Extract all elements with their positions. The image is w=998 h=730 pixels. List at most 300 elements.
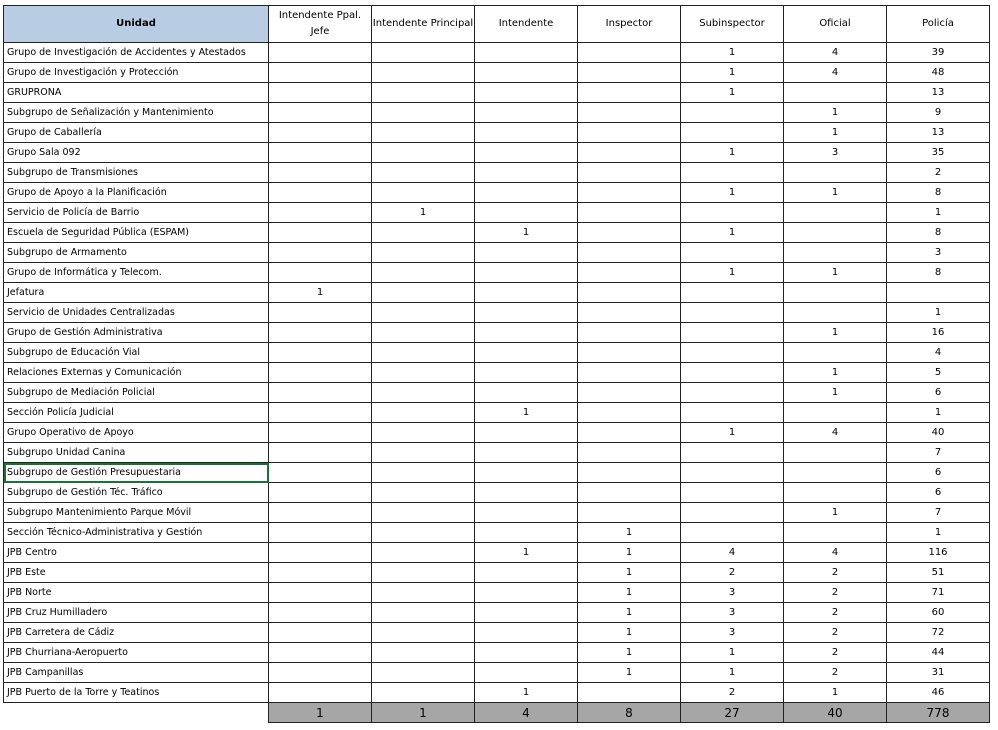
table-row [4,263,990,283]
cell-oficial[interactable] [784,243,887,263]
cell-oficial[interactable] [784,483,887,503]
cell-intendente[interactable]: 1 [475,543,578,563]
cell-intendente-principal[interactable] [372,643,475,663]
cell-intendente-ppal-jefe[interactable] [269,423,372,443]
cell-intendente-principal[interactable] [372,583,475,603]
table-row [4,43,990,63]
cell-inspector[interactable] [578,163,681,183]
unit-name-cell[interactable]: Grupo de Investigación y Protección [4,63,269,83]
cell-intendente-ppal-jefe[interactable] [269,43,372,63]
cell-intendente-ppal-jefe[interactable] [269,123,372,143]
unit-name-cell[interactable]: JPB Campanillas [4,663,269,683]
cell-oficial[interactable] [784,463,887,483]
cell-subinspector[interactable] [681,123,784,143]
cell-inspector[interactable]: 1 [578,663,681,683]
cell-subinspector[interactable]: 1 [681,423,784,443]
cell-intendente[interactable] [475,243,578,263]
cell-intendente[interactable] [475,303,578,323]
cell-policia[interactable]: 6 [887,463,990,483]
table-row [4,643,990,663]
cell-subinspector[interactable]: 2 [681,563,784,583]
cell-intendente-principal[interactable] [372,63,475,83]
unit-name-cell[interactable]: Grupo de Investigación de Accidentes y Atestados [4,43,269,63]
cell-intendente-ppal-jefe[interactable] [269,243,372,263]
cell-intendente-principal[interactable] [372,523,475,543]
cell-subinspector[interactable]: 1 [681,263,784,283]
cell-intendente-ppal-jefe[interactable] [269,163,372,183]
cell-intendente[interactable] [475,523,578,543]
cell-inspector[interactable] [578,103,681,123]
cell-subinspector[interactable]: 1 [681,223,784,243]
cell-oficial[interactable]: 1 [784,263,887,283]
cell-intendente[interactable] [475,323,578,343]
table-row [4,163,990,183]
cell-intendente[interactable] [475,83,578,103]
cell-intendente[interactable] [475,623,578,643]
cell-intendente-ppal-jefe[interactable] [269,303,372,323]
cell-oficial[interactable]: 4 [784,43,887,63]
cell-intendente-principal[interactable] [372,43,475,63]
cell-intendente-ppal-jefe[interactable] [269,643,372,663]
cell-policia[interactable]: 31 [887,663,990,683]
unit-name-cell[interactable]: Sección Policía Judicial [4,403,269,423]
cell-inspector[interactable] [578,83,681,103]
cell-subinspector[interactable] [681,203,784,223]
cell-subinspector[interactable]: 1 [681,183,784,203]
cell-intendente-ppal-jefe[interactable] [269,403,372,423]
cell-intendente-ppal-jefe[interactable] [269,623,372,643]
cell-intendente-ppal-jefe[interactable] [269,83,372,103]
table-row [4,223,990,243]
cell-intendente-principal[interactable] [372,423,475,443]
header-intendente-principal[interactable]: Intendente Principal [372,6,475,43]
cell-policia[interactable]: 72 [887,623,990,643]
cell-oficial[interactable]: 1 [784,503,887,523]
cell-intendente-principal[interactable] [372,323,475,343]
cell-intendente-principal[interactable] [372,183,475,203]
cell-intendente[interactable] [475,103,578,123]
cell-inspector[interactable] [578,423,681,443]
cell-subinspector[interactable]: 1 [681,143,784,163]
cell-subinspector[interactable] [681,323,784,343]
cell-subinspector[interactable] [681,503,784,523]
unit-name-cell[interactable]: JPB Carretera de Cádiz [4,623,269,643]
cell-subinspector[interactable]: 1 [681,43,784,63]
cell-policia[interactable]: 2 [887,163,990,183]
cell-policia[interactable]: 7 [887,443,990,463]
unit-name-cell[interactable]: Grupo Sala 092 [4,143,269,163]
cell-policia[interactable] [887,283,990,303]
cell-oficial[interactable]: 1 [784,183,887,203]
cell-policia[interactable]: 7 [887,503,990,523]
total-intendente[interactable]: 4 [475,703,578,723]
cell-intendente-ppal-jefe[interactable] [269,143,372,163]
header-inspector[interactable]: Inspector [578,6,681,43]
unit-name-cell[interactable]: Jefatura [4,283,269,303]
unit-name-cell[interactable]: JPB Churriana-Aeropuerto [4,643,269,663]
cell-intendente[interactable]: 1 [475,223,578,243]
cell-intendente-ppal-jefe[interactable] [269,583,372,603]
cell-subinspector[interactable] [681,443,784,463]
cell-oficial[interactable]: 1 [784,123,887,143]
cell-oficial[interactable] [784,523,887,543]
cell-inspector[interactable] [578,123,681,143]
cell-policia[interactable]: 6 [887,383,990,403]
cell-inspector[interactable] [578,463,681,483]
cell-inspector[interactable]: 1 [578,543,681,563]
cell-subinspector[interactable]: 1 [681,83,784,103]
cell-intendente[interactable] [475,563,578,583]
unit-name-cell[interactable]: Subgrupo Unidad Canina [4,443,269,463]
header-intendente[interactable]: Intendente [475,6,578,43]
cell-intendente[interactable] [475,123,578,143]
table-row [4,623,990,643]
cell-intendente-ppal-jefe[interactable] [269,543,372,563]
header-intendente-ppal-jefe[interactable]: Intendente Ppal. Jefe [269,6,372,43]
unit-name-cell[interactable]: Servicio de Policía de Barrio [4,203,269,223]
cell-intendente-ppal-jefe[interactable] [269,563,372,583]
cell-inspector[interactable]: 1 [578,583,681,603]
cell-intendente-principal[interactable] [372,403,475,423]
cell-inspector[interactable] [578,63,681,83]
cell-oficial[interactable] [784,163,887,183]
cell-subinspector[interactable] [681,463,784,483]
cell-subinspector[interactable] [681,283,784,303]
cell-intendente-principal[interactable] [372,463,475,483]
cell-subinspector[interactable] [681,303,784,323]
unit-name-cell[interactable]: Subgrupo de Transmisiones [4,163,269,183]
cell-intendente-ppal-jefe[interactable] [269,103,372,123]
cell-intendente-principal[interactable] [372,163,475,183]
cell-policia[interactable]: 8 [887,223,990,243]
cell-inspector[interactable] [578,483,681,503]
total-intendente-principal[interactable]: 1 [372,703,475,723]
cell-intendente-ppal-jefe[interactable] [269,603,372,623]
unit-name-cell[interactable]: Grupo de Gestión Administrativa [4,323,269,343]
unit-name-cell[interactable]: Grupo de Apoyo a la Planificación [4,183,269,203]
cell-intendente[interactable] [475,143,578,163]
cell-policia[interactable]: 116 [887,543,990,563]
cell-intendente-ppal-jefe[interactable] [269,383,372,403]
cell-intendente-principal[interactable] [372,483,475,503]
cell-oficial[interactable] [784,83,887,103]
unit-name-cell[interactable]: Grupo de Informática y Telecom. [4,263,269,283]
cell-intendente-principal[interactable] [372,343,475,363]
cell-oficial[interactable]: 2 [784,663,887,683]
cell-inspector[interactable] [578,283,681,303]
cell-oficial[interactable]: 1 [784,103,887,123]
cell-inspector[interactable]: 1 [578,603,681,623]
cell-intendente-principal[interactable] [372,543,475,563]
cell-oficial[interactable]: 2 [784,583,887,603]
cell-intendente[interactable] [475,163,578,183]
cell-policia[interactable]: 9 [887,103,990,123]
cell-oficial[interactable] [784,443,887,463]
unit-name-cell[interactable]: GRUPRONA [4,83,269,103]
cell-intendente-ppal-jefe[interactable] [269,343,372,363]
cell-oficial[interactable]: 2 [784,623,887,643]
cell-intendente[interactable] [475,603,578,623]
cell-oficial[interactable]: 2 [784,603,887,623]
cell-inspector[interactable] [578,363,681,383]
cell-intendente-principal[interactable] [372,83,475,103]
cell-oficial[interactable] [784,203,887,223]
cell-policia[interactable]: 51 [887,563,990,583]
cell-intendente-principal[interactable] [372,683,475,703]
header-subinspector[interactable]: Subinspector [681,6,784,43]
cell-inspector[interactable] [578,183,681,203]
cell-intendente-principal[interactable] [372,143,475,163]
cell-subinspector[interactable] [681,483,784,503]
cell-policia[interactable]: 4 [887,343,990,363]
unit-name-cell[interactable]: JPB Puerto de la Torre y Teatinos [4,683,269,703]
cell-oficial[interactable] [784,223,887,243]
cell-inspector[interactable] [578,43,681,63]
cell-policia[interactable]: 71 [887,583,990,603]
table-row [4,663,990,683]
cell-intendente-principal[interactable] [372,103,475,123]
cell-intendente[interactable] [475,183,578,203]
cell-intendente-ppal-jefe[interactable] [269,463,372,483]
cell-intendente-ppal-jefe[interactable] [269,203,372,223]
cell-policia[interactable]: 8 [887,183,990,203]
cell-intendente-principal[interactable] [372,603,475,623]
unit-name-cell[interactable]: Grupo de Caballería [4,123,269,143]
unit-name-cell[interactable]: Subgrupo de Educación Vial [4,343,269,363]
cell-intendente[interactable] [475,503,578,523]
unit-name-cell[interactable]: Sección Técnico-Administrativa y Gestión [4,523,269,543]
cell-intendente[interactable]: 1 [475,403,578,423]
cell-subinspector[interactable] [681,243,784,263]
cell-subinspector[interactable]: 2 [681,683,784,703]
cell-policia[interactable]: 35 [887,143,990,163]
cell-intendente[interactable] [475,583,578,603]
cell-intendente[interactable] [475,63,578,83]
cell-intendente[interactable] [475,483,578,503]
cell-intendente[interactable] [475,363,578,383]
cell-subinspector[interactable] [681,523,784,543]
cell-subinspector[interactable]: 3 [681,603,784,623]
cell-intendente-ppal-jefe[interactable]: 1 [269,283,372,303]
total-oficial[interactable]: 40 [784,703,887,723]
table-row [4,243,990,263]
cell-oficial[interactable]: 1 [784,383,887,403]
cell-oficial[interactable]: 1 [784,323,887,343]
cell-oficial[interactable]: 4 [784,543,887,563]
cell-oficial[interactable]: 1 [784,683,887,703]
cell-oficial[interactable]: 4 [784,423,887,443]
header-oficial[interactable]: Oficial [784,6,887,43]
total-intendente-ppal-jefe[interactable]: 1 [269,703,372,723]
cell-intendente[interactable] [475,423,578,443]
cell-policia[interactable]: 39 [887,43,990,63]
cell-policia[interactable]: 13 [887,83,990,103]
cell-intendente-ppal-jefe[interactable] [269,223,372,243]
cell-policia[interactable]: 8 [887,263,990,283]
table-row [4,563,990,583]
cell-subinspector[interactable] [681,383,784,403]
cell-oficial[interactable] [784,303,887,323]
cell-intendente-ppal-jefe[interactable] [269,63,372,83]
cell-intendente-ppal-jefe[interactable] [269,323,372,343]
cell-intendente-ppal-jefe[interactable] [269,523,372,543]
cell-intendente[interactable] [475,383,578,403]
header-row [4,6,990,43]
cell-intendente-ppal-jefe[interactable] [269,183,372,203]
unit-name-cell[interactable]: JPB Norte [4,583,269,603]
cell-inspector[interactable]: 1 [578,623,681,643]
cell-intendente[interactable] [475,643,578,663]
cell-policia[interactable]: 1 [887,203,990,223]
unit-name-cell[interactable]: Subgrupo de Señalización y Mantenimiento [4,103,269,123]
cell-inspector[interactable] [578,143,681,163]
unit-name-cell[interactable]: Escuela de Seguridad Pública (ESPAM) [4,223,269,243]
cell-inspector[interactable] [578,203,681,223]
cell-intendente-principal[interactable] [372,123,475,143]
cell-intendente-principal[interactable] [372,243,475,263]
cell-inspector[interactable] [578,223,681,243]
cell-intendente-ppal-jefe[interactable] [269,443,372,463]
cell-oficial[interactable]: 4 [784,63,887,83]
table-row [4,683,990,703]
cell-intendente[interactable]: 1 [475,683,578,703]
cell-intendente-principal[interactable] [372,303,475,323]
cell-inspector[interactable]: 1 [578,523,681,543]
cell-intendente[interactable] [475,443,578,463]
cell-intendente[interactable] [475,43,578,63]
cell-subinspector[interactable]: 3 [681,583,784,603]
cell-subinspector[interactable] [681,363,784,383]
cell-policia[interactable]: 40 [887,423,990,443]
cell-subinspector[interactable]: 3 [681,623,784,643]
cell-intendente-principal[interactable] [372,223,475,243]
cell-subinspector[interactable]: 1 [681,663,784,683]
cell-inspector[interactable] [578,343,681,363]
cell-intendente[interactable] [475,463,578,483]
cell-inspector[interactable] [578,383,681,403]
unit-name-cell[interactable]: JPB Este [4,563,269,583]
cell-intendente-ppal-jefe[interactable] [269,663,372,683]
table-row [4,63,990,83]
cell-intendente-ppal-jefe[interactable] [269,503,372,523]
table-row [4,123,990,143]
unit-name-cell[interactable]: Subgrupo Mantenimiento Parque Móvil [4,503,269,523]
unit-name-cell[interactable]: JPB Centro [4,543,269,563]
cell-policia[interactable]: 1 [887,303,990,323]
cell-intendente-principal[interactable] [372,443,475,463]
unit-name-cell[interactable]: Subgrupo de Gestión Téc. Tráfico [4,483,269,503]
cell-intendente[interactable] [475,663,578,683]
cell-intendente[interactable] [475,343,578,363]
cell-oficial[interactable] [784,403,887,423]
unit-name-cell[interactable]: Relaciones Externas y Comunicación [4,363,269,383]
total-inspector[interactable]: 8 [578,703,681,723]
unit-name-cell[interactable]: Grupo Operativo de Apoyo [4,423,269,443]
cell-intendente[interactable] [475,263,578,283]
cell-oficial[interactable]: 3 [784,143,887,163]
total-policia[interactable]: 778 [887,703,990,723]
cell-intendente-ppal-jefe[interactable] [269,483,372,503]
cell-policia[interactable]: 3 [887,243,990,263]
cell-inspector[interactable] [578,403,681,423]
cell-oficial[interactable]: 1 [784,363,887,383]
cell-inspector[interactable] [578,243,681,263]
cell-intendente-principal[interactable] [372,663,475,683]
cell-intendente-principal[interactable] [372,283,475,303]
cell-policia[interactable]: 46 [887,683,990,703]
cell-oficial[interactable] [784,283,887,303]
cell-inspector[interactable] [578,443,681,463]
header-policia[interactable]: Policía [887,6,990,43]
cell-policia[interactable]: 16 [887,323,990,343]
cell-policia[interactable]: 13 [887,123,990,143]
unit-name-cell[interactable]: JPB Cruz Humilladero [4,603,269,623]
cell-inspector[interactable] [578,323,681,343]
cell-subinspector[interactable]: 1 [681,63,784,83]
cell-policia[interactable]: 60 [887,603,990,623]
cell-intendente-ppal-jefe[interactable] [269,263,372,283]
unit-name-cell[interactable]: Subgrupo de Armamento [4,243,269,263]
cell-subinspector[interactable]: 1 [681,643,784,663]
table-row [4,343,990,363]
cell-inspector[interactable] [578,263,681,283]
cell-intendente[interactable] [475,283,578,303]
cell-policia[interactable]: 1 [887,403,990,423]
cell-intendente-principal[interactable] [372,263,475,283]
cell-policia[interactable]: 5 [887,363,990,383]
unit-name-cell[interactable]: Subgrupo de Gestión Presupuestaria [4,463,269,483]
cell-oficial[interactable]: 2 [784,643,887,663]
cell-intendente-principal[interactable] [372,563,475,583]
cell-policia[interactable]: 44 [887,643,990,663]
cell-inspector[interactable] [578,303,681,323]
cell-subinspector[interactable] [681,103,784,123]
cell-oficial[interactable] [784,343,887,363]
cell-subinspector[interactable]: 4 [681,543,784,563]
cell-intendente-ppal-jefe[interactable] [269,683,372,703]
cell-oficial[interactable]: 2 [784,563,887,583]
unit-name-cell[interactable]: Subgrupo de Mediación Policial [4,383,269,403]
cell-intendente-principal[interactable] [372,623,475,643]
cell-subinspector[interactable] [681,343,784,363]
cell-policia[interactable]: 6 [887,483,990,503]
table-row [4,583,990,603]
cell-intendente-principal[interactable]: 1 [372,203,475,223]
cell-subinspector[interactable] [681,403,784,423]
cell-intendente-ppal-jefe[interactable] [269,363,372,383]
table-row [4,203,990,223]
table-row [4,303,990,323]
cell-subinspector[interactable] [681,163,784,183]
cell-inspector[interactable]: 1 [578,563,681,583]
cell-intendente-principal[interactable] [372,383,475,403]
cell-intendente-principal[interactable] [372,503,475,523]
cell-intendente-principal[interactable] [372,363,475,383]
cell-inspector[interactable] [578,503,681,523]
table-row [4,83,990,103]
table-row [4,603,990,623]
total-subinspector[interactable]: 27 [681,703,784,723]
table-row [4,363,990,383]
cell-inspector[interactable] [578,683,681,703]
cell-policia[interactable]: 1 [887,523,990,543]
totals-row [4,703,990,723]
cell-policia[interactable]: 48 [887,63,990,83]
cell-inspector[interactable]: 1 [578,643,681,663]
unit-name-cell[interactable]: Servicio de Unidades Centralizadas [4,303,269,323]
cell-intendente[interactable] [475,203,578,223]
header-unit[interactable]: Unidad [4,6,269,43]
